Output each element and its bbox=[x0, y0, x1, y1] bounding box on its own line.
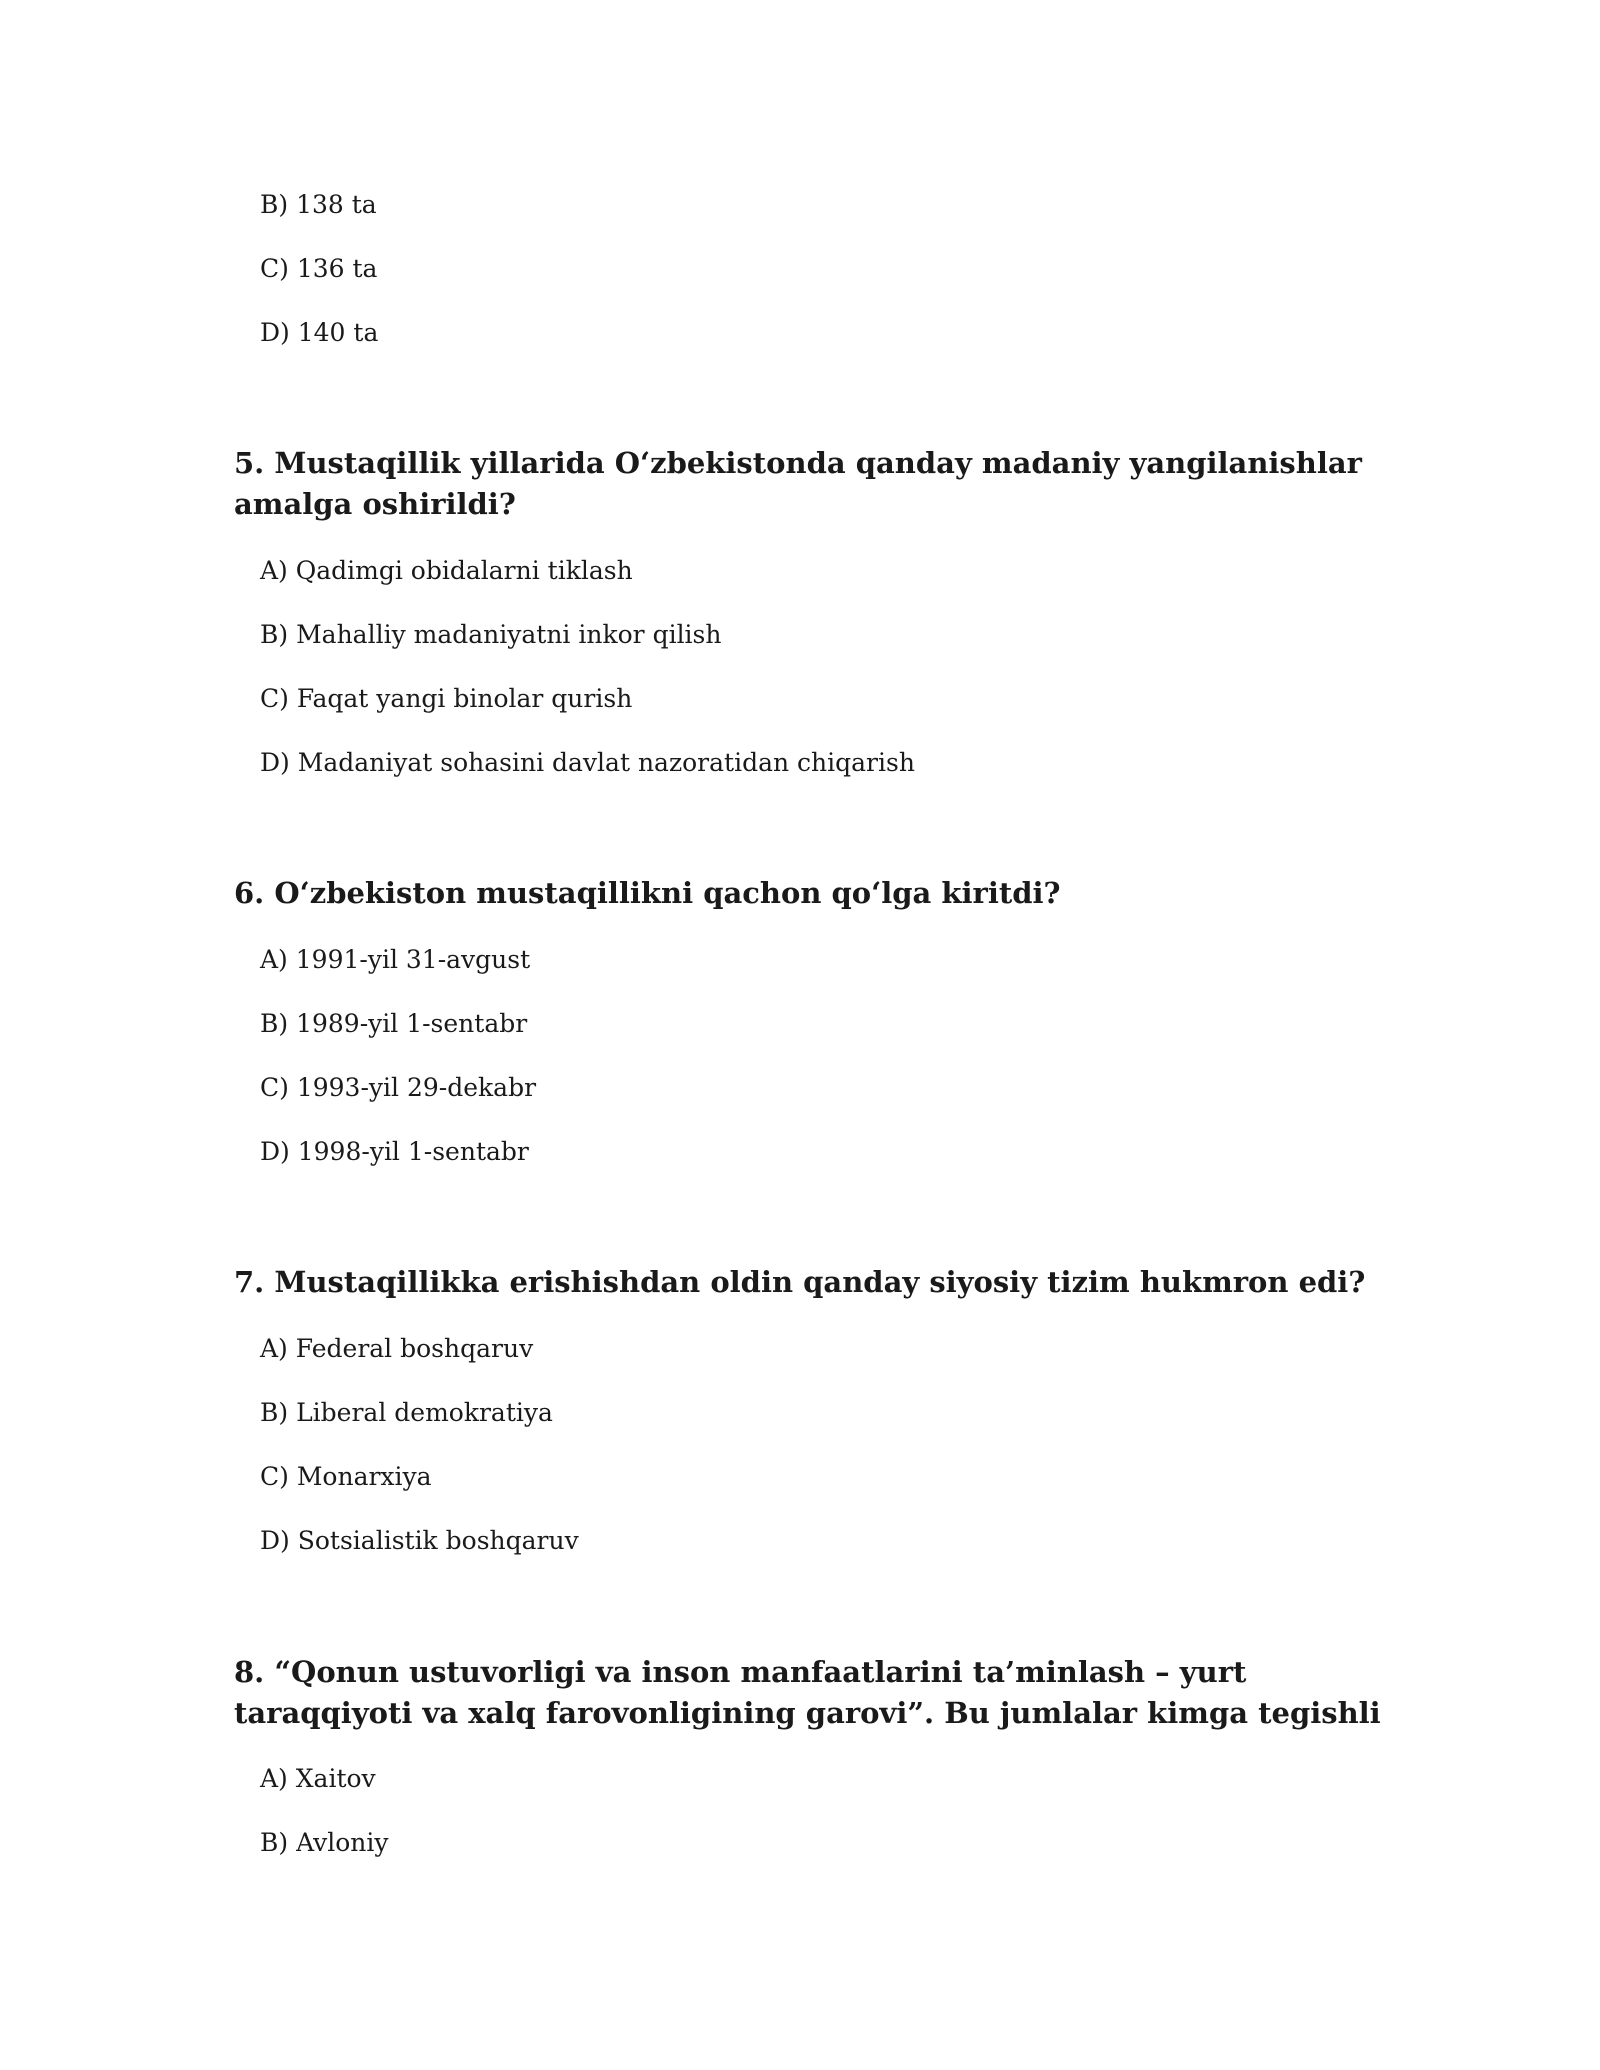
question-6: 6. O‘zbekiston mustaqillikni qachon qo‘lga kiritdi? bbox=[234, 876, 1061, 910]
option-a: A) Qadimgi obidalarni tiklash bbox=[260, 556, 633, 585]
option-b: B) 138 ta bbox=[260, 190, 377, 219]
question-5: 5. Mustaqillik yillarida O‘zbekistonda qanday madaniy yangilanishlar amalga oshirildi? bbox=[234, 446, 1362, 521]
option-b: B) Mahalliy madaniyatni inkor qilish bbox=[260, 620, 722, 649]
option-a: A) Xaitov bbox=[260, 1764, 376, 1793]
option-c: C) 1993-yil 29-dekabr bbox=[260, 1073, 537, 1102]
option-a: A) Federal boshqaruv bbox=[260, 1334, 534, 1363]
option-d: D) 1998-yil 1-sentabr bbox=[260, 1137, 529, 1166]
option-c: C) 136 ta bbox=[260, 254, 378, 283]
option-b: B) Liberal demokratiya bbox=[260, 1398, 553, 1427]
option-d: D) Madaniyat sohasini davlat nazoratidan chiqarish bbox=[260, 748, 915, 777]
question-7: 7. Mustaqillikka erishishdan oldin qanday siyosiy tizim hukmron edi? bbox=[234, 1265, 1366, 1299]
option-d: D) Sotsialistik boshqaruv bbox=[260, 1526, 579, 1555]
option-b: B) 1989-yil 1-sentabr bbox=[260, 1009, 528, 1038]
option-c: C) Monarxiya bbox=[260, 1462, 432, 1491]
option-c: C) Faqat yangi binolar qurish bbox=[260, 684, 633, 713]
question-8: 8. “Qonun ustuvorligi va inson manfaatlarini ta’minlash – yurt taraqqiyoti va xalq farovonligining garovi”. Bu jumlalar kimga tegishli bbox=[234, 1655, 1381, 1730]
option-d: D) 140 ta bbox=[260, 318, 379, 347]
option-b: B) Avloniy bbox=[260, 1828, 389, 1857]
option-a: A) 1991-yil 31-avgust bbox=[260, 945, 531, 974]
